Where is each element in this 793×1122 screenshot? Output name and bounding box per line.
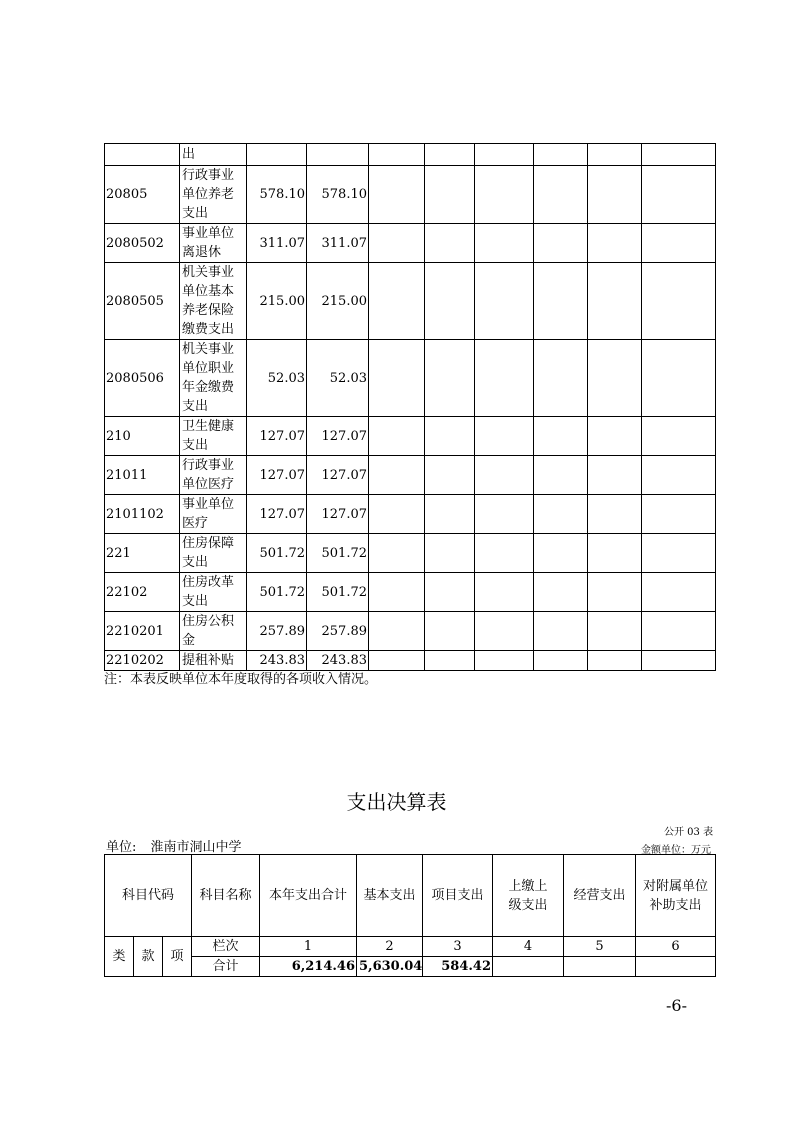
- sub-header-lei: 类: [105, 937, 134, 977]
- income-row-value1: 52.03: [247, 340, 307, 417]
- income-row-code: 2210201: [105, 612, 180, 651]
- income-row-name: 机关事业单位职业年金缴费支出: [180, 340, 247, 417]
- income-row-empty-cell: [425, 612, 475, 651]
- col-number: 4: [493, 937, 564, 957]
- income-row-value2: 127.07: [307, 495, 369, 534]
- income-row-empty-cell: [588, 612, 642, 651]
- income-row-empty-cell: [369, 612, 425, 651]
- income-row-code: 2080502: [105, 224, 180, 263]
- income-row-code: 2080505: [105, 263, 180, 340]
- income-row-empty-cell: [425, 495, 475, 534]
- business-value: [564, 957, 636, 977]
- income-row-empty-cell: [425, 263, 475, 340]
- income-row-code: 2210202: [105, 651, 180, 671]
- income-row-code: 20805: [105, 166, 180, 224]
- income-row-empty-cell: [369, 534, 425, 573]
- basic-value: 5,630.04: [357, 957, 423, 977]
- expense-table: [104, 854, 716, 977]
- income-row-value1: [247, 144, 307, 166]
- unit-row: [106, 836, 242, 855]
- income-row-code: 221: [105, 534, 180, 573]
- income-row-value1: 501.72: [247, 534, 307, 573]
- income-row-empty-cell: [475, 612, 534, 651]
- page-number: -6-: [666, 996, 687, 1015]
- income-row-empty-cell: [642, 651, 716, 671]
- income-row-empty-cell: [425, 340, 475, 417]
- income-row-value2: 243.83: [307, 651, 369, 671]
- table-row: [105, 166, 716, 224]
- income-row-empty-cell: [588, 456, 642, 495]
- table-row: [105, 534, 716, 573]
- income-row-name: 出: [180, 144, 247, 166]
- income-row-empty-cell: [369, 417, 425, 456]
- income-row-name: 住房公积金: [180, 612, 247, 651]
- income-row-empty-cell: [475, 263, 534, 340]
- header-total: 本年支出合计: [260, 855, 357, 937]
- header-subsidiary: [636, 855, 716, 937]
- header-row: [105, 855, 716, 937]
- income-row-empty-cell: [425, 651, 475, 671]
- income-row-value2: 215.00: [307, 263, 369, 340]
- income-row-empty-cell: [475, 573, 534, 612]
- income-row-empty-cell: [475, 224, 534, 263]
- col-number: 1: [260, 937, 357, 957]
- table-row: [105, 224, 716, 263]
- unit-label: 单位:: [106, 840, 137, 855]
- income-row-empty-cell: [534, 340, 588, 417]
- income-row-name: 住房保障支出: [180, 534, 247, 573]
- total-label: 合计: [192, 957, 260, 977]
- income-row-name: 行政事业单位医疗: [180, 456, 247, 495]
- income-row-empty-cell: [425, 573, 475, 612]
- income-row-empty-cell: [369, 263, 425, 340]
- income-row-empty-cell: [642, 456, 716, 495]
- income-row-value1: 501.72: [247, 573, 307, 612]
- income-row-empty-cell: [534, 495, 588, 534]
- income-row-empty-cell: [475, 651, 534, 671]
- sub-header-kuan: 款: [134, 937, 163, 977]
- income-row-empty-cell: [588, 651, 642, 671]
- income-row-code: 2101102: [105, 495, 180, 534]
- income-row-empty-cell: [425, 144, 475, 166]
- unit-name: 淮南市洞山中学: [150, 840, 242, 855]
- income-row-value1: 127.07: [247, 456, 307, 495]
- income-row-name: 行政事业单位养老支出: [180, 166, 247, 224]
- income-row-empty-cell: [475, 340, 534, 417]
- income-row-empty-cell: [369, 144, 425, 166]
- sub-header-xiang: 项: [163, 937, 192, 977]
- income-row-value1: 127.07: [247, 417, 307, 456]
- income-row-value1: 243.83: [247, 651, 307, 671]
- income-row-empty-cell: [369, 224, 425, 263]
- income-row-empty-cell: [534, 224, 588, 263]
- income-row-value1: 215.00: [247, 263, 307, 340]
- income-row-value1: 578.10: [247, 166, 307, 224]
- income-row-empty-cell: [475, 534, 534, 573]
- income-row-empty-cell: [588, 263, 642, 340]
- header-upper-text: 上缴上级支出: [508, 878, 548, 913]
- income-row-empty-cell: [475, 144, 534, 166]
- table-row: [105, 495, 716, 534]
- income-row-code: 210: [105, 417, 180, 456]
- income-row-name: 卫生健康支出: [180, 417, 247, 456]
- expense-table-title: 支出决算表: [346, 790, 447, 814]
- income-row-empty-cell: [642, 263, 716, 340]
- income-row-name: 住房改革支出: [180, 573, 247, 612]
- col-number: 3: [423, 937, 493, 957]
- income-row-empty-cell: [425, 224, 475, 263]
- col-number: 2: [357, 937, 423, 957]
- income-row-empty-cell: [369, 166, 425, 224]
- income-row-value2: 578.10: [307, 166, 369, 224]
- subsidiary-value: [636, 957, 716, 977]
- table-note: 注：本表反映单位本年度取得的各项收入情况。: [104, 672, 378, 687]
- form-number: 公开 03 表: [664, 827, 714, 838]
- income-row-empty-cell: [425, 534, 475, 573]
- income-row-empty-cell: [642, 612, 716, 651]
- income-row-name: 事业单位医疗: [180, 495, 247, 534]
- income-row-empty-cell: [475, 166, 534, 224]
- income-row-empty-cell: [475, 495, 534, 534]
- income-row-empty-cell: [425, 417, 475, 456]
- header-upper: [493, 855, 564, 937]
- table-row: [105, 456, 716, 495]
- income-row-empty-cell: [588, 534, 642, 573]
- income-row-empty-cell: [642, 417, 716, 456]
- income-row-empty-cell: [425, 166, 475, 224]
- header-business: 经营支出: [564, 855, 636, 937]
- income-row-value1: 127.07: [247, 495, 307, 534]
- total-row: [105, 957, 716, 977]
- income-row-value2: 501.72: [307, 573, 369, 612]
- income-row-empty-cell: [369, 573, 425, 612]
- income-row-empty-cell: [534, 573, 588, 612]
- total-value: 6,214.46: [260, 957, 357, 977]
- income-row-value1: 257.89: [247, 612, 307, 651]
- income-table: [104, 143, 716, 671]
- income-row-empty-cell: [588, 166, 642, 224]
- income-row-value2: 311.07: [307, 224, 369, 263]
- amount-unit: 金额单位：万元: [641, 845, 711, 856]
- income-row-empty-cell: [425, 456, 475, 495]
- income-row-empty-cell: [534, 144, 588, 166]
- income-row-code: 21011: [105, 456, 180, 495]
- project-value: 584.42: [423, 957, 493, 977]
- income-row-empty-cell: [534, 534, 588, 573]
- income-row-empty-cell: [642, 573, 716, 612]
- income-row-empty-cell: [369, 456, 425, 495]
- income-row-empty-cell: [588, 573, 642, 612]
- income-row-value2: 501.72: [307, 534, 369, 573]
- header-code: 科目代码: [105, 855, 192, 937]
- income-row-empty-cell: [588, 417, 642, 456]
- income-row-empty-cell: [642, 340, 716, 417]
- income-row-empty-cell: [642, 534, 716, 573]
- income-row-empty-cell: [642, 144, 716, 166]
- header-subsidiary-text: 对附属单位补助支出: [643, 878, 709, 913]
- income-row-value2: [307, 144, 369, 166]
- table-row: [105, 340, 716, 417]
- income-row-value2: 127.07: [307, 456, 369, 495]
- income-row-empty-cell: [534, 166, 588, 224]
- header-project: 项目支出: [423, 855, 493, 937]
- income-row-empty-cell: [534, 456, 588, 495]
- income-row-empty-cell: [642, 495, 716, 534]
- header-basic: 基本支出: [357, 855, 423, 937]
- col-number: 5: [564, 937, 636, 957]
- income-row-empty-cell: [642, 166, 716, 224]
- header-name: 科目名称: [192, 855, 260, 937]
- income-row-empty-cell: [642, 224, 716, 263]
- income-row-name: 事业单位离退休: [180, 224, 247, 263]
- table-row: [105, 417, 716, 456]
- income-row-code: 2080506: [105, 340, 180, 417]
- income-row-empty-cell: [369, 495, 425, 534]
- income-row-empty-cell: [534, 263, 588, 340]
- income-row-value2: 127.07: [307, 417, 369, 456]
- table-row: [105, 144, 716, 166]
- income-row-empty-cell: [588, 224, 642, 263]
- table-row: [105, 263, 716, 340]
- income-row-empty-cell: [475, 417, 534, 456]
- sub-header-lanci: 栏次: [192, 937, 260, 957]
- income-row-name: 机关事业单位基本养老保险缴费支出: [180, 263, 247, 340]
- income-row-empty-cell: [475, 456, 534, 495]
- income-row-name: 提租补贴: [180, 651, 247, 671]
- income-row-empty-cell: [588, 495, 642, 534]
- income-row-code: 22102: [105, 573, 180, 612]
- income-row-empty-cell: [588, 340, 642, 417]
- income-row-value1: 311.07: [247, 224, 307, 263]
- income-row-value2: 52.03: [307, 340, 369, 417]
- col-number: 6: [636, 937, 716, 957]
- table-row: [105, 612, 716, 651]
- income-row-empty-cell: [534, 651, 588, 671]
- income-row-code: [105, 144, 180, 166]
- income-row-empty-cell: [534, 612, 588, 651]
- column-number-row: [105, 937, 716, 957]
- income-row-empty-cell: [534, 417, 588, 456]
- income-row-value2: 257.89: [307, 612, 369, 651]
- income-row-empty-cell: [588, 144, 642, 166]
- table-row: [105, 573, 716, 612]
- upper-value: [493, 957, 564, 977]
- income-row-empty-cell: [369, 340, 425, 417]
